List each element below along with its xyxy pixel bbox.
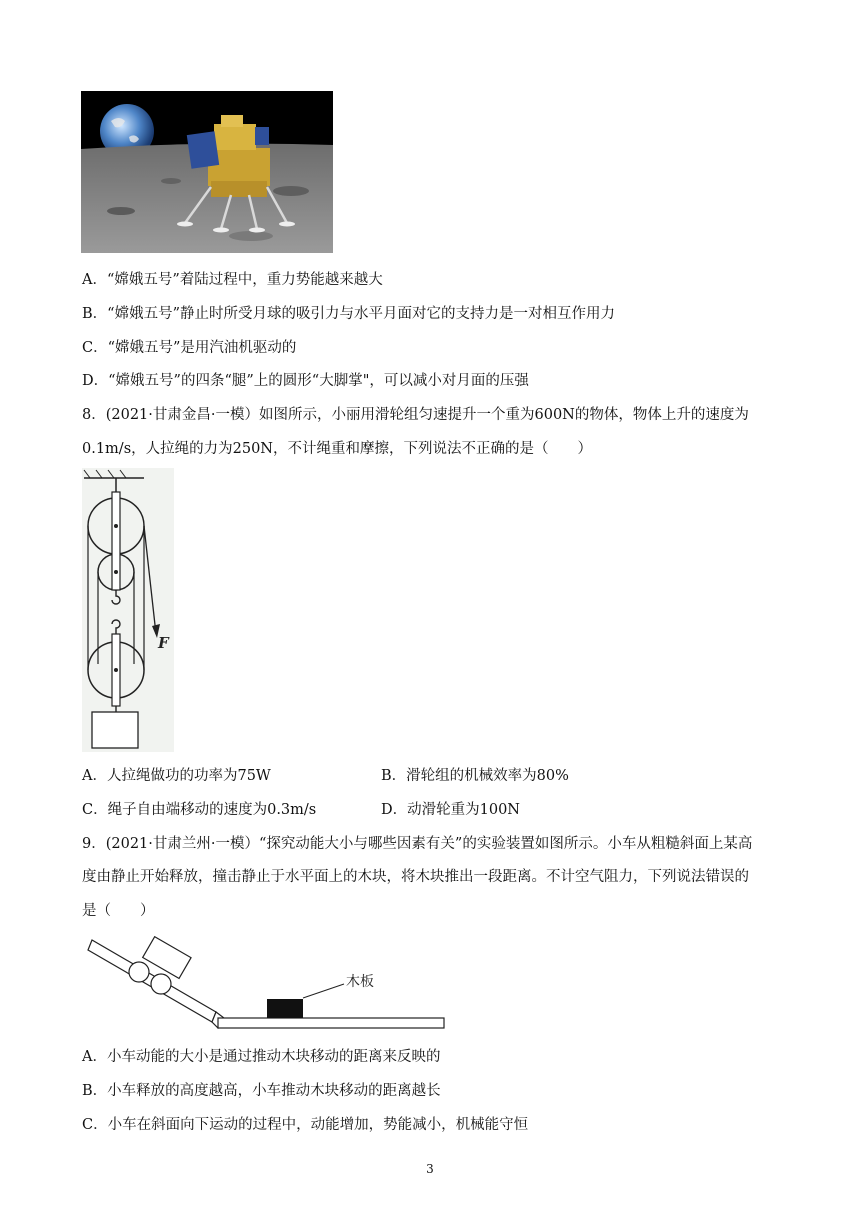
q7-option-c: C．“嫦娥五号”是用汽油机驱动的 <box>82 340 297 356</box>
q8-option-b: B．滑轮组的机械效率为80% <box>381 768 569 784</box>
q8-stem-line1: 8．(2021·甘肃金昌·一模）如图所示，小丽用滑轮组匀速提升一个重为600N的物体，物体上升的速度为 <box>82 407 749 423</box>
q8-option-d: D．动滑轮重为100N <box>381 802 520 818</box>
q7-option-d: D．“嫦娥五号”的四条“腿”上的圆形“大脚掌"，可以减小对月面的压强 <box>82 373 529 389</box>
wooden-board-label: 木板 <box>346 974 374 990</box>
q9-stem-line1: 9．(2021·甘肃兰州·一模）“探究动能大小与哪些因素有关”的实验装置如图所示。小车从粗糙斜面上某高 <box>82 836 753 852</box>
incline-experiment-figure <box>82 934 448 1032</box>
q8-option-c: C．绳子自由端移动的速度为0.3m/s <box>82 802 317 818</box>
q7-option-b: B．“嫦娥五号”静止时所受月球的吸引力与水平月面对它的支持力是一对相互作用力 <box>82 306 615 322</box>
q9-option-b: B．小车释放的高度越高，小车推动木块移动的距离越长 <box>82 1083 441 1099</box>
q9-option-c: C．小车在斜面向下运动的过程中，动能增加，势能减小，机械能守恒 <box>82 1117 529 1133</box>
page-number: 3 <box>426 1162 434 1176</box>
q9-stem-line3: 是（ ） <box>82 903 155 919</box>
q9-option-a: A．小车动能的大小是通过推动木块移动的距离来反映的 <box>82 1049 441 1065</box>
force-f-label: F <box>158 634 169 652</box>
q7-option-a: A．“嫦娥五号”着陆过程中，重力势能越来越大 <box>82 272 383 288</box>
lunar-lander-photo <box>81 91 333 253</box>
q8-stem-line2: 0.1m/s，人拉绳的力为250N，不计绳重和摩擦，下列说法不正确的是（ ） <box>82 441 592 457</box>
q9-stem-line2: 度由静止开始释放，撞击静止于水平面上的木块，将木块推出一段距离。不计空气阻力，下列说法错误的 <box>82 869 749 885</box>
q8-option-a: A．人拉绳做功的功率为75W <box>82 768 271 784</box>
pulley-system-figure <box>82 468 174 752</box>
